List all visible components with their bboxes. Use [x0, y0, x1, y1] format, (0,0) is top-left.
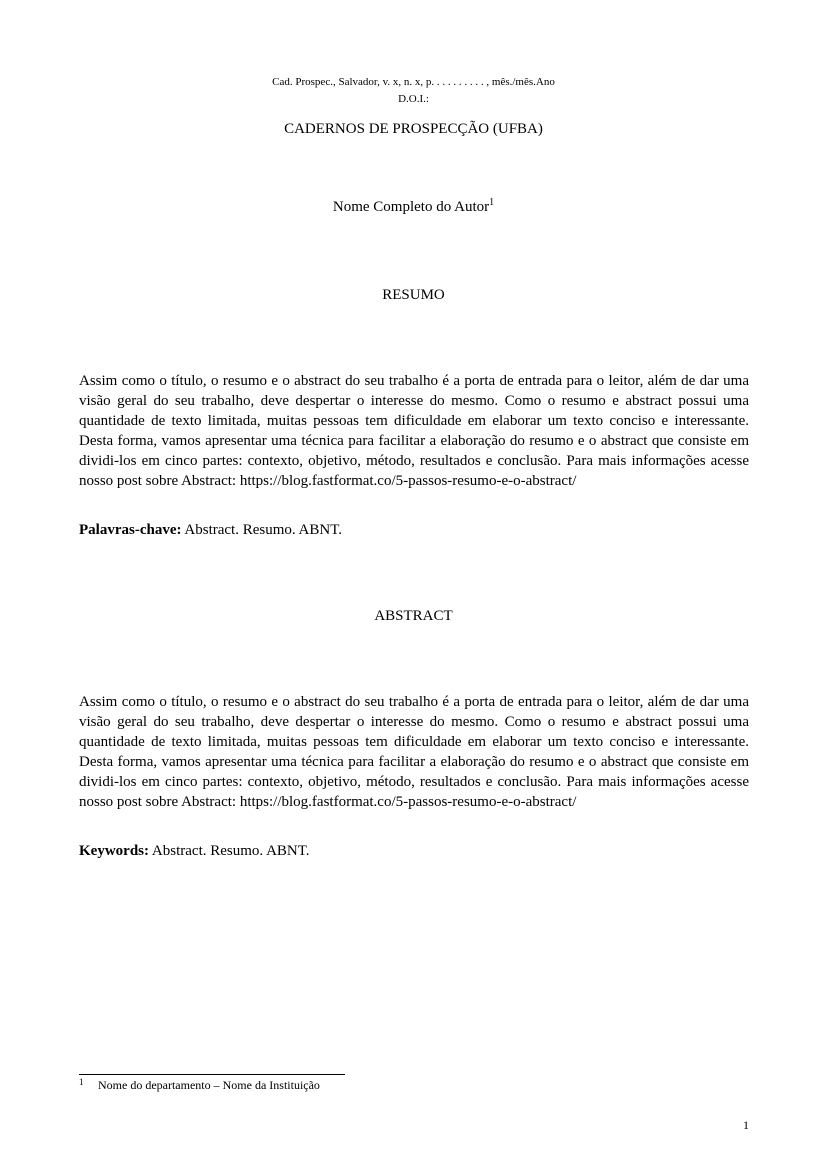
resumo-heading: RESUMO: [382, 287, 445, 303]
doi-line: D.O.I.:: [398, 93, 429, 105]
footnote-rule: [79, 1074, 345, 1075]
abstract-body: Assim como o título, o resumo e o abstract do seu trabalho é a porta de entrada para o leitor, além de dar uma visão geral do seu trabalho, deve despertar o interesse do mesmo. Como o resumo e abstract possui uma quantidade de texto limitada, muitas pessoas tem dificuldade em elaborar um texto conciso e interessante. Desta forma, vamos apresentar uma técnica para facilitar a elaboração do resumo e o abstract que consiste em dividi-los em cinco partes: contexto, objetivo, método, resultados e conclusão. Para mais informações acesse nosso post sobre Abstract: https://blog.fastformat.co/5-passos-resumo-e-o-abstract/: [79, 694, 749, 810]
palavras-chave-label: Palavras-chave:: [79, 522, 182, 538]
author-footnote-mark: 1: [489, 197, 495, 208]
abstract-heading: ABSTRACT: [374, 608, 453, 624]
author-name: Nome Completo do Autor: [332, 199, 490, 215]
palavras-chave-value: Abstract. Resumo. ABNT.: [181, 522, 343, 538]
page-number: 1: [743, 1118, 749, 1132]
resumo-body: Assim como o título, o resumo e o abstract do seu trabalho é a porta de entrada para o leitor, além de dar uma visão geral do seu trabalho, deve despertar o interesse do mesmo. Como o resumo e abstract possui uma quantidade de texto limitada, muitas pessoas tem dificuldade em elaborar um texto conciso e interessante. Desta forma, vamos apresentar uma técnica para facilitar a elaboração do resumo e o abstract que consiste em dividi-los em cinco partes: contexto, objetivo, método, resultados e conclusão. Para mais informações acesse nosso post sobre Abstract: https://blog.fastformat.co/5-passos-resumo-e-o-abstract/: [79, 373, 749, 489]
citation-line: Cad. Prospec., Salvador, v. x, n. x, p. . . . . . . . . . , mês./mês.Ano: [272, 76, 555, 88]
journal-title: CADERNOS DE PROSPECÇÃO (UFBA): [284, 121, 543, 137]
keywords-value: Abstract. Resumo. ABNT.: [149, 843, 310, 859]
footnote: 1 Nome do departamento – Nome da Instituição: [79, 1077, 320, 1092]
keywords-label: Keywords:: [79, 843, 149, 859]
palavras-chave: [79, 520, 749, 540]
footnote-text: Nome do departamento – Nome da Instituição: [98, 1078, 320, 1092]
keywords: [79, 841, 749, 861]
author-line: [0, 198, 827, 216]
